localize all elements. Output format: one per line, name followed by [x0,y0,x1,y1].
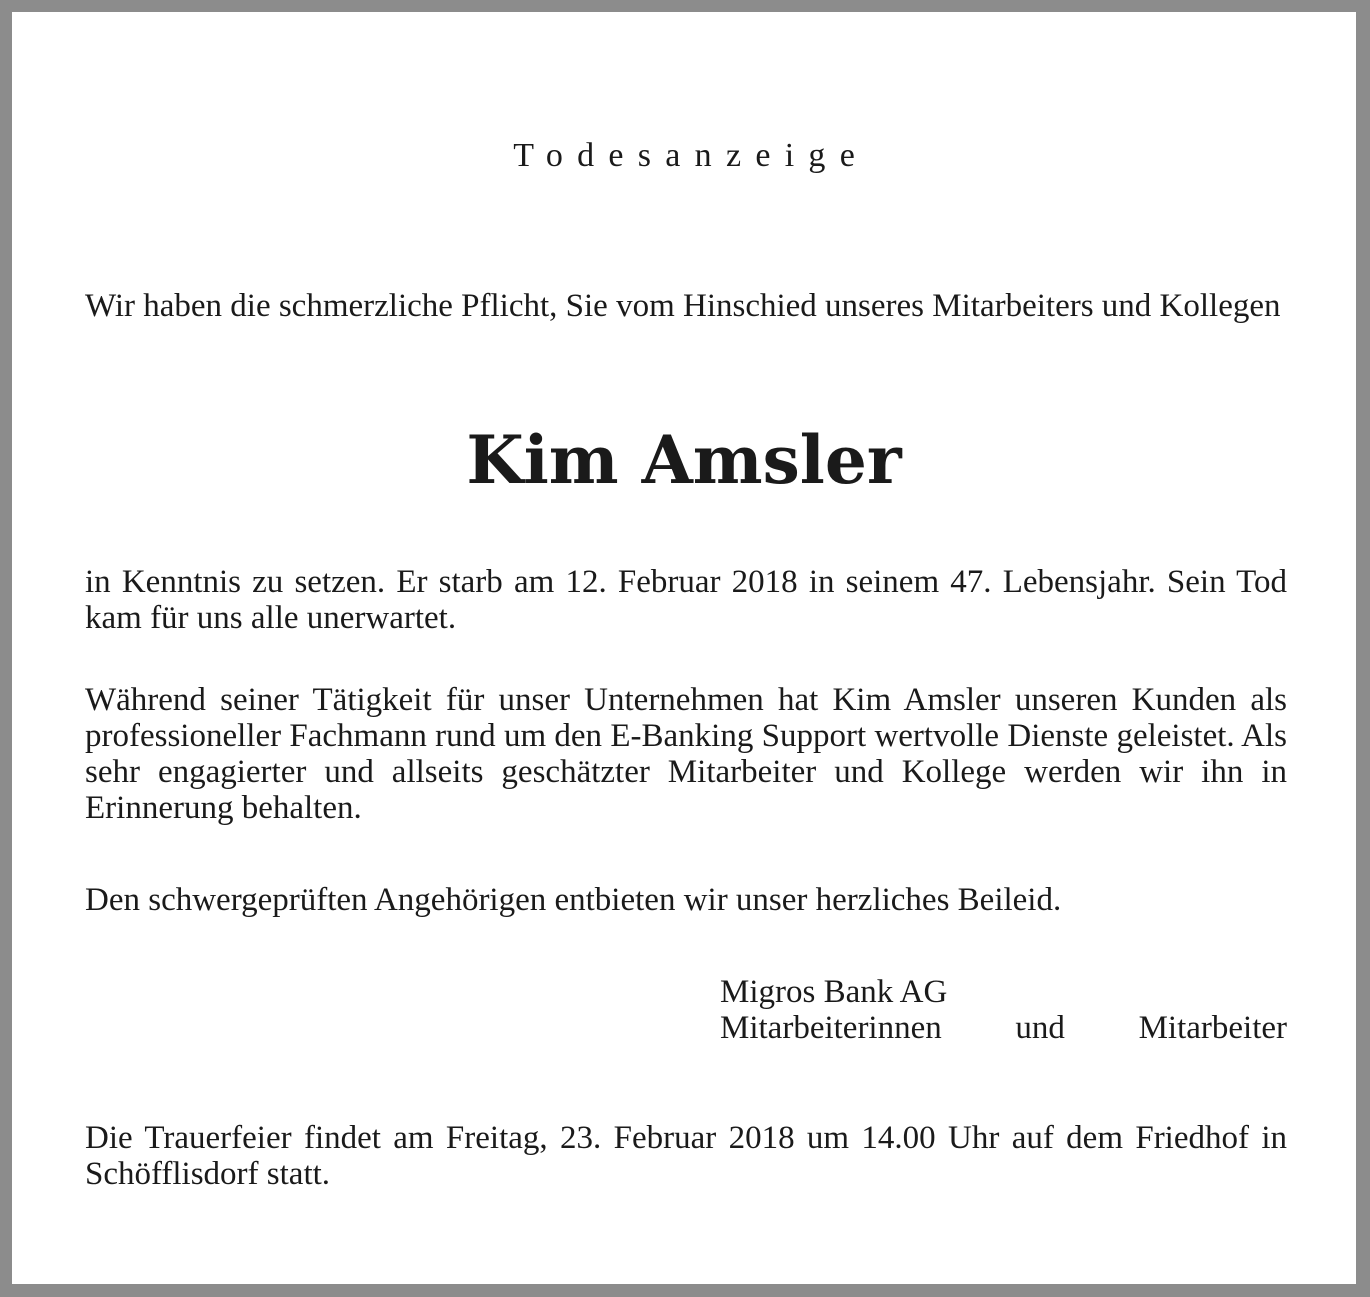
intro-paragraph: Wir haben die schmerzliche Pflicht, Sie vom Hinschied unseres Mitarbeiters und Kollegen [85,288,1281,324]
condolence-paragraph: Den schwergeprüften Angehörigen entbieten wir unser herzliches Beileid. [85,882,1062,918]
funeral-paragraph: Die Trauerfeier findet am Freitag, 23. Februar 2018 um 14.00 Uhr auf dem Friedhof in Schöfflisdorf statt. [85,1120,1287,1192]
signature-staff: Mitarbeiterinnen und Mitarbeiter [720,1010,1287,1046]
death-paragraph: in Kenntnis zu setzen. Er starb am 12. Februar 2018 in seinem 47. Lebensjahr. Sein Tod kam für uns alle unerwartet. [85,564,1287,636]
signature-block [720,974,1287,1046]
notice-heading: Todesanzeige [513,137,870,174]
obituary-notice [12,12,1356,1284]
signature-company: Migros Bank AG [720,974,948,1010]
tribute-paragraph: Während seiner Tätigkeit für unser Unternehmen hat Kim Amsler unseren Kunden als professioneller Fachmann rund um den E-Banking Support wertvolle Dienste geleistet. Als sehr engagierter und allseits geschätzter Mitarbeiter und Kollege werden wir ihn in Erinnerung behalten. [85,682,1287,826]
deceased-name: Kim Amsler [466,421,902,499]
